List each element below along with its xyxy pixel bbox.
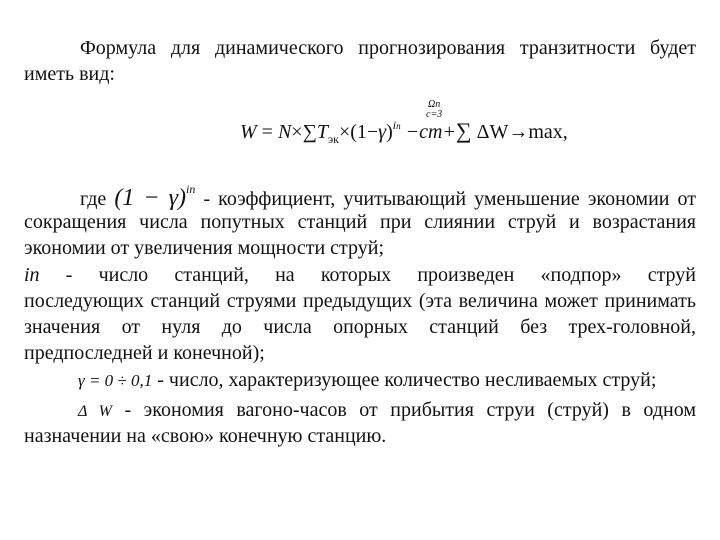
sum-limits [426, 100, 442, 120]
definition-line: сокращения числа попутных станций при слиянии струй и возрастания [24, 211, 696, 233]
formula-exp-sub: п [396, 121, 401, 131]
gde-text: - коэффициент, учитывающий уменьшение экономии от [203, 188, 697, 210]
formula-sum: ∑ [455, 118, 472, 143]
formula-arrow-max: →max, [508, 121, 568, 143]
formula-times-open: ×(1− [338, 121, 379, 143]
definition-line [24, 262, 696, 288]
formula-close-paren: ) [386, 121, 393, 143]
paragraph-line: иметь вид: [24, 63, 115, 85]
dw-text: - экономия вагоно-часов от прибытия струи (струй) в одном [124, 399, 697, 421]
sum-lower-limit: с=3 [426, 109, 443, 120]
formula-n: N [277, 121, 292, 143]
formula-w: W [240, 121, 257, 143]
formula-minus-cm: −cm+ [405, 121, 456, 143]
gamma-formula: γ = 0 ÷ 0,1 [78, 371, 153, 390]
definition-line: предпоследней и конечной); [24, 342, 265, 364]
formula-t-sub: эк [327, 132, 339, 146]
gde-label: где [80, 188, 107, 210]
definition-line: назначении на «свою» конечную станцию. [24, 425, 387, 447]
gde-formula-exp: iп [186, 182, 196, 196]
gde-formula [114, 182, 196, 211]
formula-eq: = [261, 121, 273, 143]
formula-gamma: γ [378, 121, 387, 143]
definition-line [78, 367, 694, 394]
formula-exp-i: i [392, 118, 397, 132]
main-formula [240, 99, 568, 158]
definition-line [78, 397, 696, 425]
gamma-text: - число, характеризующее количество несливаемых струй; [157, 369, 657, 391]
definition-line: экономии от увеличения мощности струй; [24, 237, 385, 259]
formula-delta-w: ΔW [476, 121, 509, 143]
in-symbol: iп [24, 264, 40, 286]
paragraph-line: Формула для динамического прогнозирования транзитности будет [80, 37, 696, 59]
gde-formula-base: (1 − γ) [114, 185, 187, 211]
formula-t: T [316, 121, 328, 143]
definition-line [80, 176, 696, 212]
in-text: - число станций, на которых произведен «подпор» струй [65, 264, 696, 286]
sum-upper-limit: Ωп [427, 99, 441, 110]
definition-line: последующих станций струями предыдущих (эта величина может принимать [24, 290, 696, 312]
formula-times-sum: ×∑ [291, 121, 317, 143]
definition-line: значения от нуля до числа опорных станций без трех-головной, [24, 316, 696, 338]
dw-symbol: Δ W [78, 403, 112, 420]
